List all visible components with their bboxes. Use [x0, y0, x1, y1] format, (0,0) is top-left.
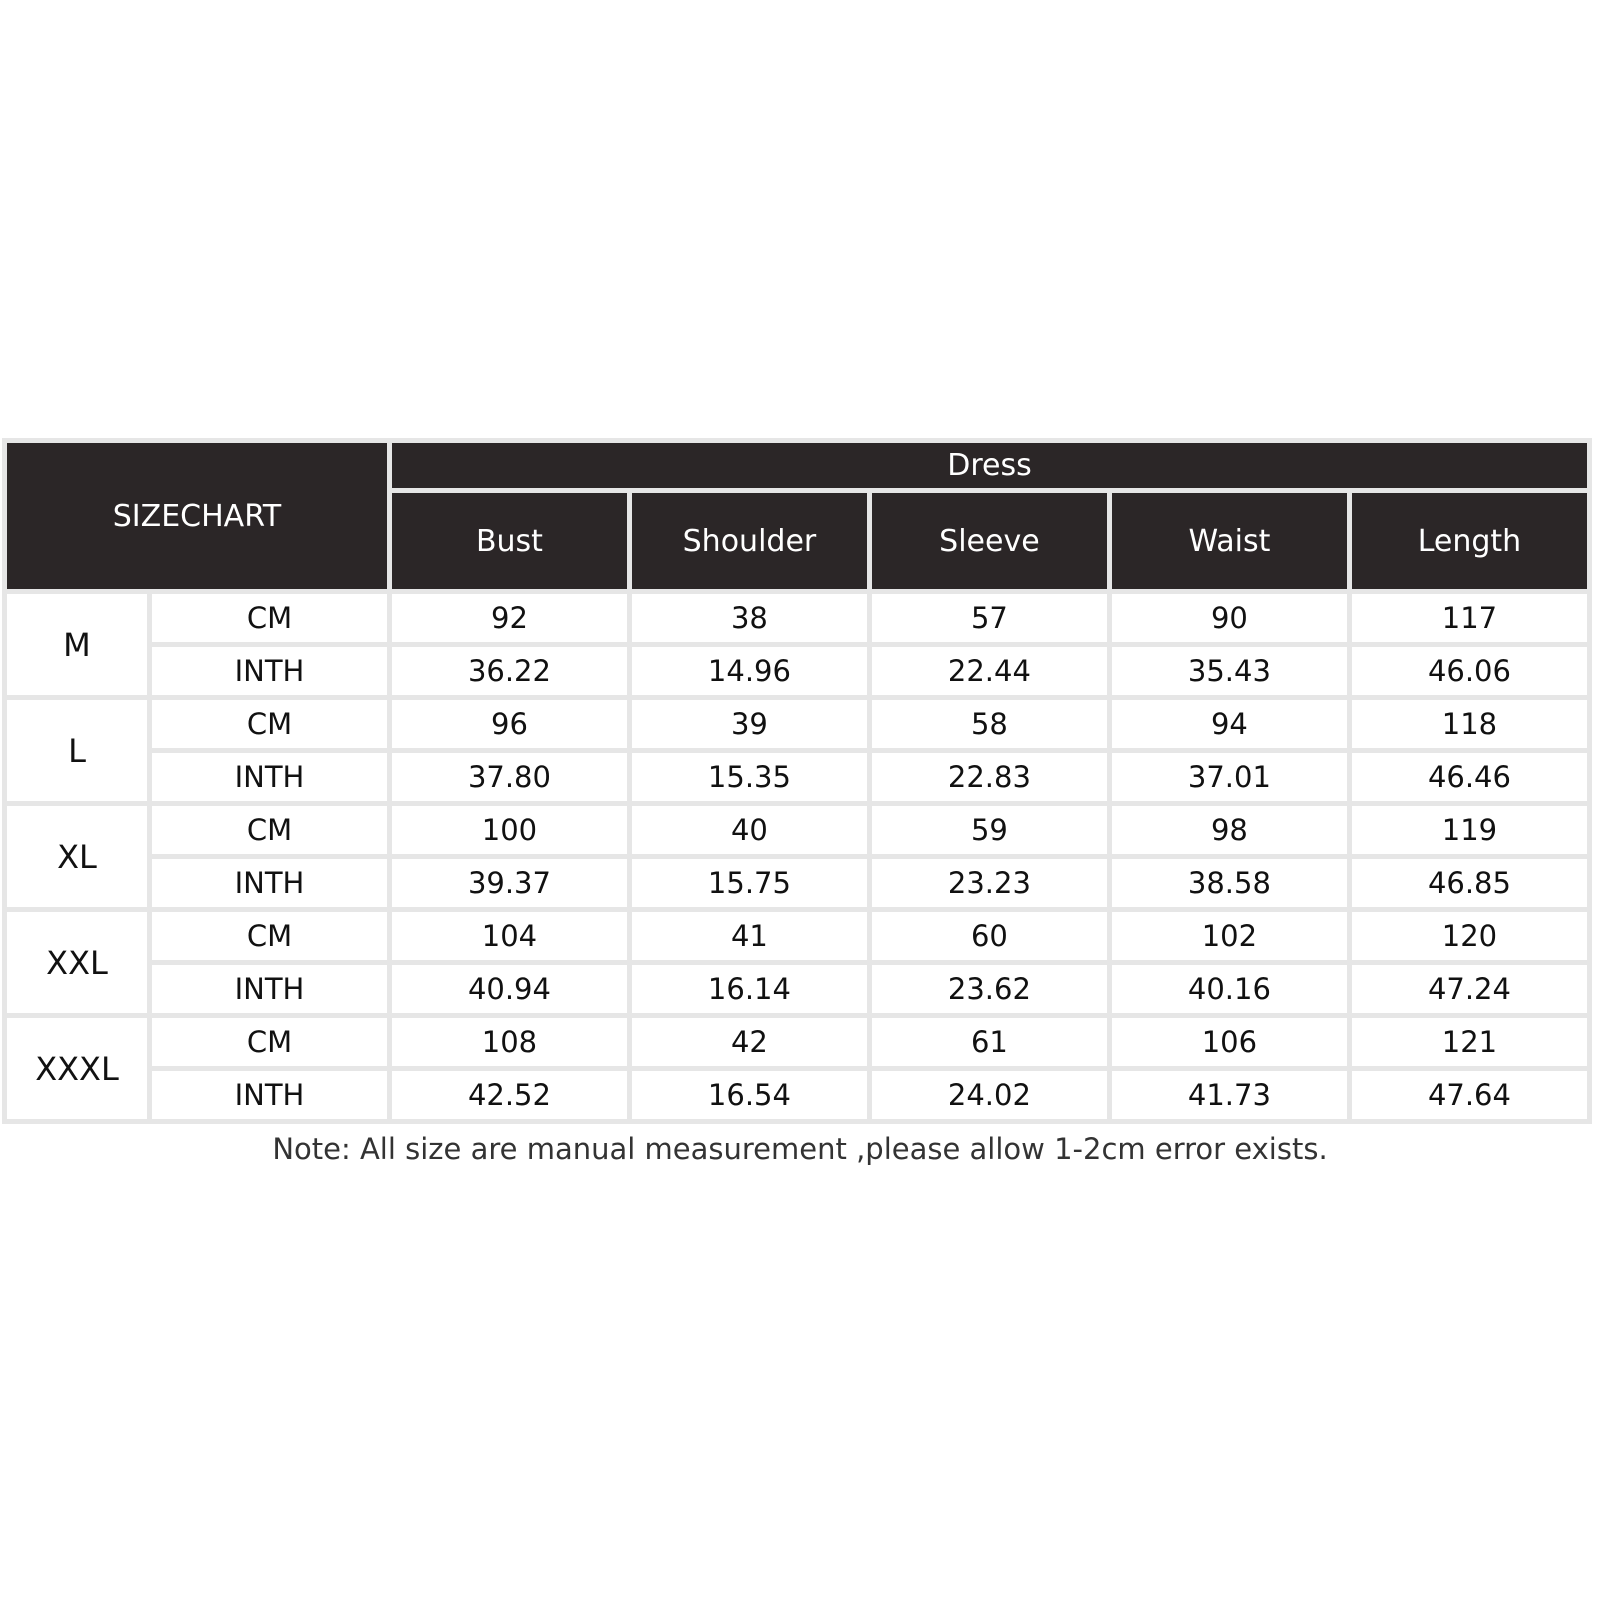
measurement-cell: 59 [872, 806, 1107, 854]
measurement-cell: 90 [1112, 594, 1347, 642]
measurement-cell: 100 [392, 806, 627, 854]
column-header-sleeve: Sleeve [872, 493, 1107, 589]
measurement-cell: 41 [632, 912, 867, 960]
measurement-note: Note: All size are manual measurement ,please allow 1-2cm error exists. [272, 1132, 1328, 1166]
unit-label: INTH [152, 1071, 387, 1119]
measurement-cell: 47.64 [1352, 1071, 1587, 1119]
measurement-cell: 60 [872, 912, 1107, 960]
unit-label: CM [152, 700, 387, 748]
unit-label: CM [152, 594, 387, 642]
column-header-length: Length [1352, 493, 1587, 589]
measurement-cell: 58 [872, 700, 1107, 748]
measurement-cell: 37.01 [1112, 753, 1347, 801]
measurement-cell: 57 [872, 594, 1107, 642]
unit-label: CM [152, 1018, 387, 1066]
measurement-cell: 46.46 [1352, 753, 1587, 801]
measurement-cell: 92 [392, 594, 627, 642]
size-label: XL [7, 806, 147, 907]
unit-label: CM [152, 912, 387, 960]
size-label: M [7, 594, 147, 695]
dress-header: Dress [392, 443, 1587, 488]
size-label: XXL [7, 912, 147, 1013]
table-row [7, 912, 1587, 960]
table-row [7, 859, 1587, 907]
measurement-cell: 35.43 [1112, 647, 1347, 695]
measurement-cell: 106 [1112, 1018, 1347, 1066]
measurement-cell: 38.58 [1112, 859, 1347, 907]
measurement-cell: 16.54 [632, 1071, 867, 1119]
measurement-cell: 24.02 [872, 1071, 1107, 1119]
measurement-cell: 61 [872, 1018, 1107, 1066]
measurement-cell: 40 [632, 806, 867, 854]
measurement-cell: 40.16 [1112, 965, 1347, 1013]
measurement-cell: 108 [392, 1018, 627, 1066]
measurement-cell: 98 [1112, 806, 1347, 854]
table-row [7, 594, 1587, 642]
measurement-cell: 16.14 [632, 965, 867, 1013]
measurement-cell: 36.22 [392, 647, 627, 695]
measurement-cell: 37.80 [392, 753, 627, 801]
measurement-cell: 118 [1352, 700, 1587, 748]
measurement-cell: 117 [1352, 594, 1587, 642]
measurement-cell: 104 [392, 912, 627, 960]
size-chart [7, 443, 1597, 1124]
column-header-shoulder: Shoulder [632, 493, 867, 589]
measurement-cell: 15.35 [632, 753, 867, 801]
measurement-cell: 22.44 [872, 647, 1107, 695]
measurement-cell: 41.73 [1112, 1071, 1347, 1119]
table-row [7, 965, 1587, 1013]
measurement-cell: 119 [1352, 806, 1587, 854]
measurement-cell: 102 [1112, 912, 1347, 960]
column-header-waist: Waist [1112, 493, 1347, 589]
unit-label: INTH [152, 859, 387, 907]
measurement-cell: 96 [392, 700, 627, 748]
unit-label: INTH [152, 753, 387, 801]
measurement-cell: 94 [1112, 700, 1347, 748]
unit-label: INTH [152, 647, 387, 695]
table-row [7, 647, 1587, 695]
measurement-cell: 120 [1352, 912, 1587, 960]
size-chart-body [7, 594, 1587, 1119]
size-label: XXXL [7, 1018, 147, 1119]
measurement-cell: 46.85 [1352, 859, 1587, 907]
measurement-cell: 22.83 [872, 753, 1107, 801]
table-row [7, 1071, 1587, 1119]
measurement-cell: 23.23 [872, 859, 1107, 907]
table-row [7, 700, 1587, 748]
measurement-cell: 42.52 [392, 1071, 627, 1119]
table-row [7, 806, 1587, 854]
sizechart-header: SIZECHART [7, 443, 387, 589]
measurement-cell: 46.06 [1352, 647, 1587, 695]
measurement-cell: 15.75 [632, 859, 867, 907]
measurement-cell: 121 [1352, 1018, 1587, 1066]
table-row [7, 753, 1587, 801]
unit-label: INTH [152, 965, 387, 1013]
unit-label: CM [152, 806, 387, 854]
size-chart-table [2, 438, 1592, 1124]
measurement-cell: 40.94 [392, 965, 627, 1013]
measurement-cell: 39.37 [392, 859, 627, 907]
measurement-cell: 38 [632, 594, 867, 642]
measurement-cell: 42 [632, 1018, 867, 1066]
column-header-bust: Bust [392, 493, 627, 589]
measurement-cell: 23.62 [872, 965, 1107, 1013]
measurement-cell: 39 [632, 700, 867, 748]
size-label: L [7, 700, 147, 801]
measurement-cell: 47.24 [1352, 965, 1587, 1013]
table-row [7, 1018, 1587, 1066]
measurement-cell: 14.96 [632, 647, 867, 695]
